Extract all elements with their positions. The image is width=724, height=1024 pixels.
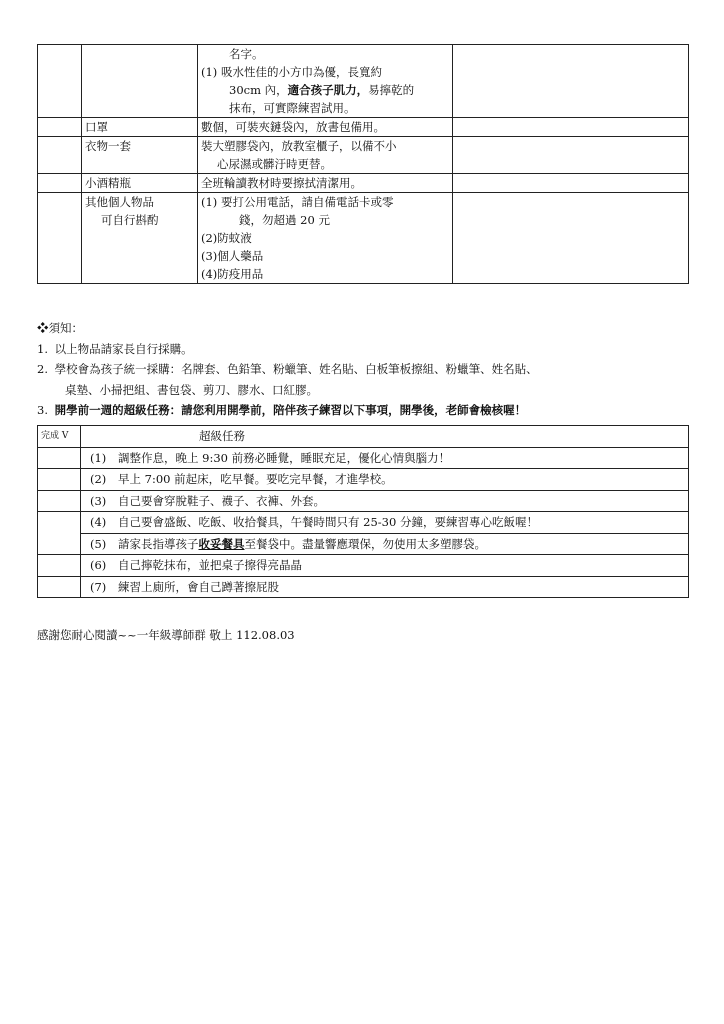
- check-cell: [38, 447, 81, 469]
- item-description: (1) 要打公用電話，請自備電話卡或零 錢，勿超過 20 元 (2)防蚊液 (3)個人藥品 (4)防疫用品: [198, 193, 453, 284]
- check-cell: [38, 512, 81, 555]
- item-description: 全班輪讀教材時要擦拭清潔用。: [198, 174, 453, 193]
- table-row: (5) 請家長指導孩子收妥餐具至餐袋中。盡量響應環保，勿使用太多塑膠袋。: [38, 533, 689, 555]
- notice-item: 1. 以上物品請家長自行採購。: [37, 341, 193, 356]
- item-name: 小酒精瓶: [82, 174, 198, 193]
- item-name: 其他個人物品 可自行斟酌: [82, 193, 198, 284]
- table-row: [38, 118, 689, 137]
- check-cell: [38, 469, 81, 491]
- table-row: [38, 137, 689, 174]
- notice-section: [37, 318, 697, 421]
- table-row: [38, 45, 689, 118]
- table-row: (7) 練習上廁所，會自己蹲著擦屁股: [38, 576, 689, 598]
- item-description: 數個，可裝夾鏈袋內，放書包備用。: [198, 118, 453, 137]
- notice-item: 3. 開學前一週的超級任務：請您利用開學前，陪伴孩子練習以下事項，開學後，老師會檢核喔！: [37, 403, 527, 417]
- notice-item: 2. 學校會為孩子統一採購：名牌套、色鉛筆、粉蠟筆、姓名貼、白板筆板擦組、粉蠟筆、姓名貼、: [37, 362, 538, 376]
- notice-heading: ❖須知：: [37, 321, 83, 335]
- completed-check-header: 完成 V: [38, 426, 81, 448]
- check-cell: [38, 555, 81, 577]
- item-description: 名字。 (1) 吸水性佳的小方巾為優，長寬約 30cm 內，適合孩子肌力，易擰乾的 抹布，可實際練習試用。: [198, 45, 453, 118]
- item-name: 衣物一套: [82, 137, 198, 174]
- check-cell: [38, 490, 81, 512]
- table-row: (3) 自己要會穿脫鞋子、襪子、衣褲、外套。: [38, 490, 689, 512]
- closing-signature: 感謝您耐心閱讀~~一年級導師群 敬上 112.08.03: [37, 628, 295, 642]
- notice-item-continuation: 桌墊、小掃把組、書包袋、剪刀、膠水、口紅膠。: [65, 382, 318, 397]
- table-row: (1) 調整作息，晚上 9:30 前務必睡覺，睡眠充足，優化心情與腦力！: [38, 447, 689, 469]
- table-row: [38, 193, 689, 284]
- table-header-row: [38, 426, 689, 448]
- table-row: (4) 自己要會盛飯、吃飯、收拾餐具，午餐時間只有 25-30 分鐘，要練習專心吃飯喔！: [38, 512, 689, 534]
- supply-list-table: [37, 44, 689, 284]
- super-mission-table: [37, 425, 689, 598]
- mission-title-header: 超級任務: [81, 426, 689, 448]
- table-row: [38, 174, 689, 193]
- item-name: 口罩: [82, 118, 198, 137]
- item-description: 裝大塑膠袋內，放教室櫃子，以備不小 心尿濕或髒汙時更替。: [198, 137, 453, 174]
- table-row: (6) 自己擰乾抹布，並把桌子擦得亮晶晶: [38, 555, 689, 577]
- table-row: (2) 早上 7:00 前起床，吃早餐。要吃完早餐，才進學校。: [38, 469, 689, 491]
- check-cell: [38, 576, 81, 598]
